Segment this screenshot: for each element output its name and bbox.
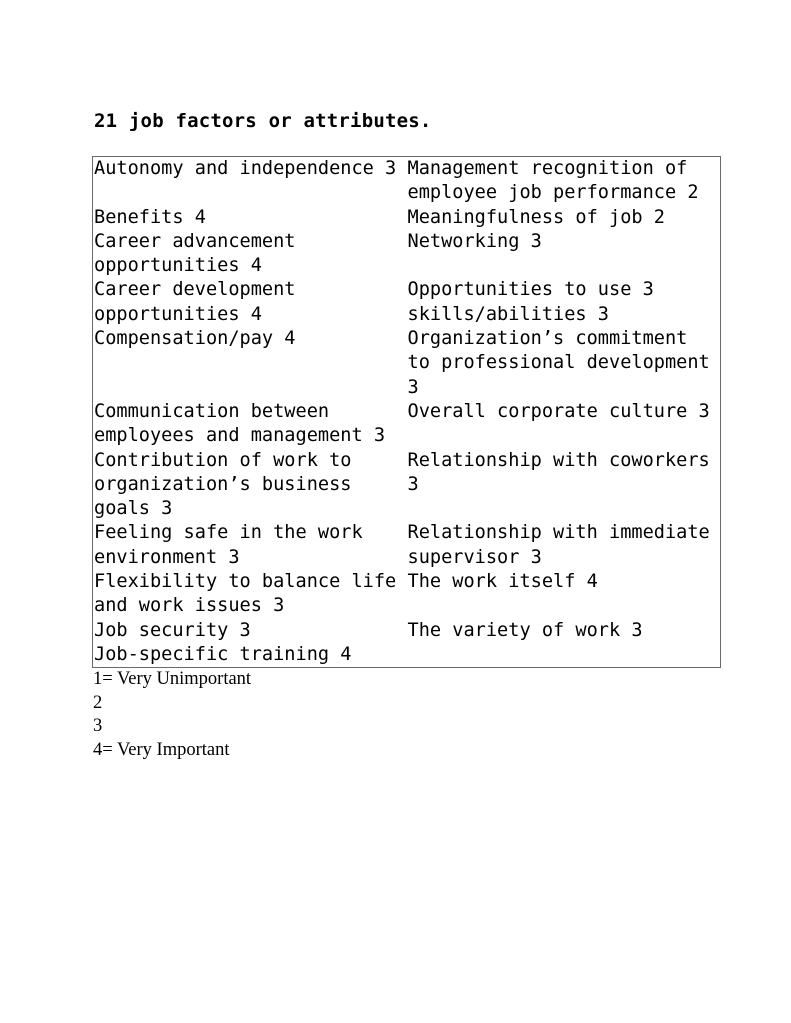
table-row (93, 400, 721, 449)
table-cell (406, 400, 721, 449)
table-cell (93, 643, 406, 668)
table-cell (93, 278, 406, 327)
table-cell (93, 570, 406, 619)
table-cell (406, 643, 721, 668)
legend-line: 4= Very Important (93, 739, 230, 760)
factor-text: Organization’s commitment to professional development 3 (407, 328, 710, 398)
factor-text: Job security 3 (94, 619, 251, 641)
factor-text: The work itself 4 (407, 571, 598, 593)
factor-text: Career advancement opportunities 4 (94, 230, 296, 277)
table-cell (406, 327, 721, 400)
table-row (93, 206, 721, 230)
table-cell (406, 619, 721, 643)
document-heading: 21 job factors or attributes. (94, 110, 432, 132)
factor-text: Contribution of work to organization’s business goals 3 (94, 449, 352, 520)
table-cell (93, 206, 406, 230)
table-row (93, 619, 721, 643)
factor-text: Relationship with coworkers 3 (407, 449, 710, 495)
table-cell (406, 206, 721, 230)
table-row (93, 157, 721, 206)
table-cell (406, 278, 721, 327)
table-row (93, 570, 721, 619)
table-cell (93, 230, 406, 279)
factor-text: Job-specific training 4 (94, 643, 352, 665)
table-cell (93, 400, 406, 449)
factor-text: Relationship with immediate supervisor 3 (407, 522, 710, 568)
factor-text: Compensation/pay 4 (94, 328, 296, 350)
factor-text: Networking 3 (407, 230, 542, 252)
table-cell (406, 157, 721, 206)
factor-text: Meaningfulness of job 2 (407, 206, 665, 228)
table-cell (406, 230, 721, 279)
table-cell (406, 570, 721, 619)
factor-text: Career development opportunities 4 (94, 279, 296, 325)
table-cell (93, 157, 406, 206)
factor-text: Feeling safe in the work environment 3 (94, 522, 363, 568)
legend-line: 2 (93, 692, 103, 713)
table-cell (93, 619, 406, 643)
factor-text: Autonomy and independence 3 (94, 158, 397, 179)
table-cell (406, 449, 721, 522)
factor-text: Overall corporate culture 3 (407, 400, 710, 422)
table-row (93, 278, 721, 327)
legend-line: 1= Very Unimportant (93, 669, 252, 689)
factor-text: The variety of work 3 (407, 619, 643, 641)
factor-text: Flexibility to balance life and work issues 3 (94, 571, 397, 617)
table-row (93, 230, 721, 279)
table-row (93, 521, 721, 570)
table-cell (93, 449, 406, 522)
legend-line: 3 (93, 716, 103, 737)
factor-text: Management recognition of employee job performance 2 (407, 158, 699, 204)
table-cell (406, 521, 721, 570)
table-row (93, 327, 721, 400)
factor-text: Opportunities to use 3 skills/abilities 3 (407, 279, 654, 325)
factor-text: Benefits 4 (94, 206, 206, 228)
table-cell (93, 327, 406, 400)
rating-scale-legend (93, 668, 251, 762)
table-row (93, 643, 721, 668)
job-factors-table (92, 156, 721, 668)
table-row (93, 449, 721, 522)
table-cell (93, 521, 406, 570)
factor-text: Communication between employees and management 3 (94, 400, 386, 447)
